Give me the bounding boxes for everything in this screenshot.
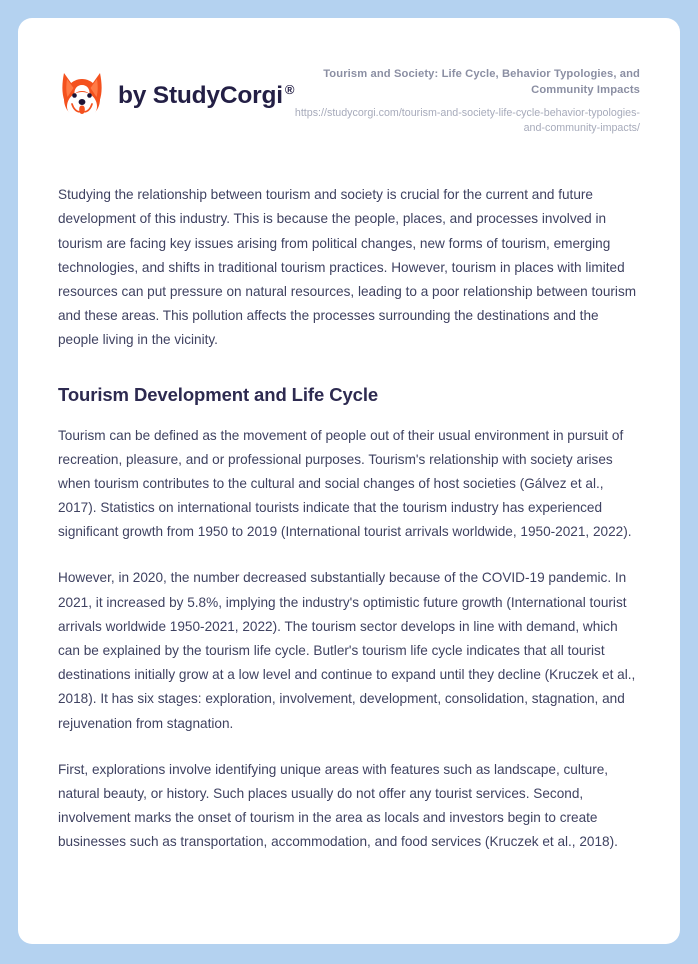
paragraph-2: However, in 2020, the number decreased substantially because of the COVID-19 pandemic. In 2021, it increased by 5.8%, implying the industry's optimistic future growth (International tourist arrivals worldwide 1950-2021, 2022). The tourism sector develops in line with demand, which can be explained by the tourism life cycle. Butler's tourism life cycle indicates that all tourist destinations initially grow at a low level and continue to expand until they decline (Kruczek et al., 2018). It has six stages: exploration, involvement, development, consolidation, stagnation, and rejuvenation from stagnation. [58,570,636,731]
brand-wordmark [118,83,294,109]
section-heading: Tourism Development and Life Cycle [58,383,379,405]
header-meta [294,65,640,136]
paragraph-1: Tourism can be defined as the movement of people out of their usual environment in pursuit of recreation, pleasure, and or professional purposes. Tourism's relationship with society arises when tourism contributes to the cultural and social changes of host societies (Gálvez et al., 2017). Statistics on international tourists indicate that the tourism industry has experienced significant growth from 1950 to 2019 (International tourist arrivals worldwide, 1950-2021, 2022). [58,427,632,540]
brand-wordmark-text: by StudyCorgi [118,82,283,110]
document-body [18,183,680,854]
corgi-face-icon [58,71,106,121]
brand-logo-group[interactable] [58,65,294,121]
registered-trademark-icon: ® [284,82,295,98]
source-url[interactable]: https://studycorgi.com/tourism-and-society-life-cycle-behavior-typologies-and-community-impacts/ [294,106,640,134]
document-paper [18,18,680,944]
paragraph-3: First, explorations involve identifying unique areas with features such as landscape, culture, natural beauty, or history. Such places usually do not offer any tourist services. Second, involvement marks the onset of tourism in the area as locals and investors begin to create businesses such as transportation, accommodation, and food services (Kruczek et al., 2018). [58,761,618,850]
paragraph-intro: Studying the relationship between tourism and society is crucial for the current and future development of this industry. This is because the people, places, and processes involved in tourism are facing key issues arising from political changes, new forms of tourism, emerging technologies, and shifts in traditional tourism practices. However, tourism in places with limited resources can put pressure on natural resources, leading to a poor relationship between tourism and these areas. This pollution affects the processes surrounding the destinations and the people living in the vicinity. [58,187,637,348]
document-header [18,18,680,136]
page-title: Tourism and Society: Life Cycle, Behavior Typologies, and Community Impacts [323,68,640,96]
